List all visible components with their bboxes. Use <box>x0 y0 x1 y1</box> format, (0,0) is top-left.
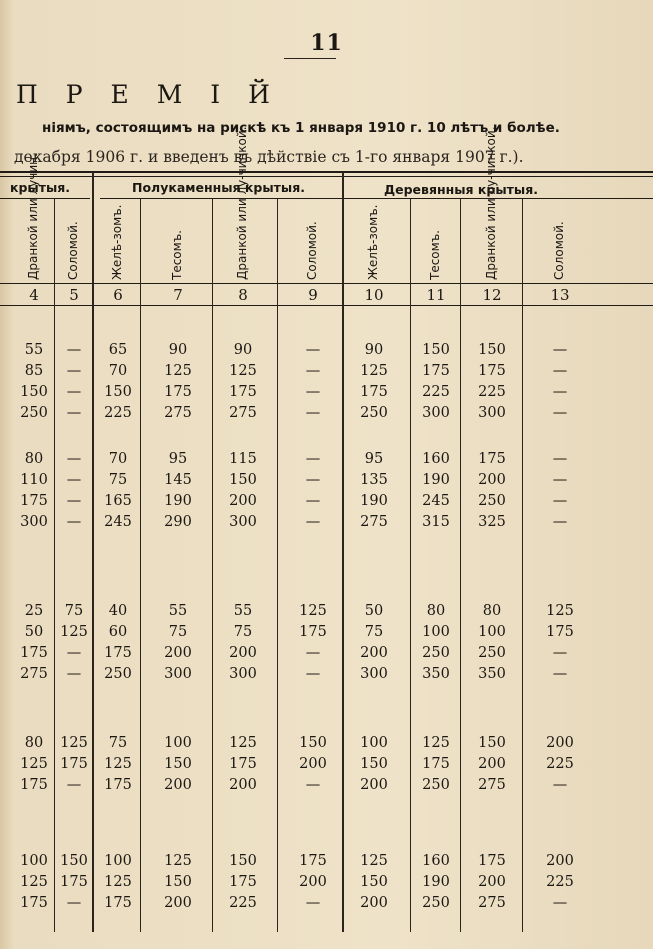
table-cell: 175 <box>20 777 48 793</box>
table-cell: — <box>305 472 321 488</box>
column-number: 4 <box>29 286 39 304</box>
table-cell: 60 <box>108 624 128 640</box>
column-header-c7: Тесомъ. <box>170 230 184 280</box>
table-cell: 300 <box>229 514 257 530</box>
table-cell: 110 <box>20 472 48 488</box>
column-header-c13: Соломой. <box>552 221 566 280</box>
table-cell: 165 <box>104 493 132 509</box>
table-cell: — <box>552 384 568 400</box>
column-header-rule <box>0 283 653 284</box>
table-cell: 160 <box>422 853 450 869</box>
table-cell: 275 <box>229 405 257 421</box>
table-cell: 300 <box>20 514 48 530</box>
table-cell: 225 <box>546 756 574 772</box>
column-number: 9 <box>308 286 318 304</box>
table-cell: 125 <box>164 363 192 379</box>
col-divider <box>140 199 141 932</box>
column-header-c12: Дранкой или лу-чинкой. <box>484 126 498 280</box>
table-cell: 80 <box>426 603 446 619</box>
table-cell: 40 <box>108 603 128 619</box>
table-cell: 200 <box>299 874 327 890</box>
table-cell: 150 <box>360 756 388 772</box>
table-cell: 275 <box>478 895 506 911</box>
column-number: 5 <box>69 286 79 304</box>
table-cell: 125 <box>229 735 257 751</box>
table-cell: 175 <box>164 384 192 400</box>
table-cell: 200 <box>164 777 192 793</box>
table-cell: 190 <box>422 472 450 488</box>
table-cell: 100 <box>104 853 132 869</box>
column-header-c9: Соломой. <box>305 221 319 280</box>
table-cell: 75 <box>233 624 253 640</box>
table-cell: 85 <box>24 363 44 379</box>
table-cell: 200 <box>164 895 192 911</box>
table-cell: 145 <box>164 472 192 488</box>
table-cell: 250 <box>478 493 506 509</box>
table-cell: 100 <box>360 735 388 751</box>
table-cell: 50 <box>364 603 384 619</box>
table-cell: 200 <box>360 895 388 911</box>
table-cell: 200 <box>546 853 574 869</box>
table-cell: 200 <box>546 735 574 751</box>
group-header-semi-stone: Полукаменныя крытыя. <box>132 180 305 195</box>
table-cell: 250 <box>104 666 132 682</box>
table-cell: 150 <box>299 735 327 751</box>
table-cell: 175 <box>229 384 257 400</box>
table-cell: 125 <box>60 735 88 751</box>
table-cell: 100 <box>478 624 506 640</box>
table-cell: 200 <box>360 645 388 661</box>
table-cell: 80 <box>24 735 44 751</box>
column-number: 11 <box>426 286 446 304</box>
table-cell: 75 <box>364 624 384 640</box>
table-cell: 90 <box>364 342 384 358</box>
table-cell: — <box>552 777 568 793</box>
column-header-c8: Дранкой или лу-чинкой. <box>235 126 249 280</box>
group-header-rule-left <box>0 198 90 199</box>
table-cell: — <box>552 363 568 379</box>
table-cell: 175 <box>546 624 574 640</box>
table-cell: 150 <box>60 853 88 869</box>
group-header-rule <box>100 198 653 199</box>
table-cell: 300 <box>229 666 257 682</box>
table-cell: — <box>552 645 568 661</box>
table-cell: 175 <box>478 363 506 379</box>
table-cell: 55 <box>24 342 44 358</box>
table-cell: 350 <box>478 666 506 682</box>
table-cell: 175 <box>104 645 132 661</box>
table-cell: 125 <box>164 853 192 869</box>
column-number: 12 <box>482 286 502 304</box>
table-cell: 225 <box>478 384 506 400</box>
table-cell: 65 <box>108 342 128 358</box>
table-cell: — <box>305 342 321 358</box>
table-cell: 300 <box>360 666 388 682</box>
table-cell: 100 <box>422 624 450 640</box>
column-number: 6 <box>113 286 123 304</box>
table-cell: 75 <box>108 472 128 488</box>
group-header-wooden: Деревянныя крытыя. <box>384 182 538 197</box>
subtitle-line-2: декабря 1906 г. и введенъ въ дѣйствіе съ 1-го января 1907 г.). <box>14 148 524 166</box>
table-cell: — <box>552 342 568 358</box>
table-cell: 325 <box>478 514 506 530</box>
table-cell: 175 <box>299 624 327 640</box>
col-divider <box>410 199 411 932</box>
table-cell: 25 <box>24 603 44 619</box>
col-divider <box>277 199 278 932</box>
col-divider <box>54 199 55 932</box>
table-cell: 275 <box>478 777 506 793</box>
col-divider <box>460 199 461 932</box>
group-header-left: крытыя. <box>10 180 71 195</box>
table-cell: 70 <box>108 451 128 467</box>
table-cell: 115 <box>229 451 257 467</box>
table-cell: — <box>66 895 82 911</box>
table-top-rule-thin <box>0 176 653 177</box>
table-cell: 125 <box>299 603 327 619</box>
table-cell: 250 <box>478 645 506 661</box>
table-cell: 225 <box>546 874 574 890</box>
column-header-c4: Дранкой или лучин. <box>26 153 40 280</box>
table-cell: — <box>66 777 82 793</box>
table-cell: 275 <box>164 405 192 421</box>
subtitle-line-1: ніямъ, состоящимъ на рискѣ къ 1 января 1910 г. 10 лѣтъ и болѣе. <box>42 120 560 136</box>
table-cell: 200 <box>229 645 257 661</box>
column-header-c5: Соломой. <box>66 221 80 280</box>
table-cell: 175 <box>20 895 48 911</box>
table-cell: — <box>552 514 568 530</box>
table-cell: 315 <box>422 514 450 530</box>
table-cell: — <box>552 472 568 488</box>
table-cell: 250 <box>360 405 388 421</box>
table-cell: 200 <box>478 472 506 488</box>
table-cell: 200 <box>299 756 327 772</box>
table-cell: 100 <box>20 853 48 869</box>
table-cell: 75 <box>168 624 188 640</box>
table-cell: 75 <box>108 735 128 751</box>
column-number: 7 <box>173 286 183 304</box>
table-cell: 150 <box>104 384 132 400</box>
table-cell: 150 <box>229 472 257 488</box>
table-cell: — <box>305 666 321 682</box>
table-cell: 125 <box>104 874 132 890</box>
table-cell: 150 <box>360 874 388 890</box>
table-cell: — <box>66 384 82 400</box>
table-cell: 200 <box>164 645 192 661</box>
table-cell: — <box>552 666 568 682</box>
table-cell: 125 <box>104 756 132 772</box>
table-cell: 70 <box>108 363 128 379</box>
table-cell: 75 <box>64 603 84 619</box>
table-cell: 175 <box>422 363 450 379</box>
table-cell: 90 <box>168 342 188 358</box>
table-cell: 95 <box>168 451 188 467</box>
table-cell: 125 <box>360 853 388 869</box>
table-cell: 55 <box>168 603 188 619</box>
column-header-c11: Тесомъ. <box>428 230 442 280</box>
table-top-rule <box>0 171 653 173</box>
table-cell: — <box>305 895 321 911</box>
table-cell: 150 <box>229 853 257 869</box>
table-cell: — <box>305 363 321 379</box>
table-cell: 100 <box>164 735 192 751</box>
table-cell: 175 <box>20 493 48 509</box>
table-cell: 175 <box>104 895 132 911</box>
table-cell: 245 <box>422 493 450 509</box>
table-cell: 125 <box>229 363 257 379</box>
table-cell: 175 <box>229 756 257 772</box>
table-cell: 150 <box>164 756 192 772</box>
table-cell: — <box>552 895 568 911</box>
table-cell: 95 <box>364 451 384 467</box>
table-cell: 150 <box>478 342 506 358</box>
col-divider <box>212 199 213 932</box>
table-cell: 80 <box>482 603 502 619</box>
table-cell: 175 <box>478 451 506 467</box>
table-cell: 125 <box>20 756 48 772</box>
table-cell: — <box>66 451 82 467</box>
table-cell: 200 <box>229 777 257 793</box>
table-cell: 175 <box>478 853 506 869</box>
table-cell: 175 <box>60 756 88 772</box>
table-cell: 175 <box>299 853 327 869</box>
table-cell: 150 <box>422 342 450 358</box>
table-cell: 90 <box>233 342 253 358</box>
table-cell: — <box>305 777 321 793</box>
table-cell: — <box>305 384 321 400</box>
table-cell: — <box>305 514 321 530</box>
table-cell: — <box>305 493 321 509</box>
table-cell: — <box>66 493 82 509</box>
col-divider <box>522 199 523 932</box>
column-number: 13 <box>550 286 570 304</box>
table-cell: 225 <box>229 895 257 911</box>
table-cell: 275 <box>20 666 48 682</box>
table-cell: 200 <box>478 874 506 890</box>
table-cell: — <box>66 405 82 421</box>
table-cell: 225 <box>422 384 450 400</box>
table-cell: 300 <box>478 405 506 421</box>
table-cell: 250 <box>422 895 450 911</box>
table-cell: 245 <box>104 514 132 530</box>
table-cell: 125 <box>422 735 450 751</box>
table-cell: 190 <box>360 493 388 509</box>
table-cell: 300 <box>164 666 192 682</box>
table-cell: 80 <box>24 451 44 467</box>
table-cell: 125 <box>20 874 48 890</box>
table-cell: 175 <box>229 874 257 890</box>
column-header-c10: Желѣ-зомъ. <box>366 204 380 280</box>
table-cell: — <box>552 405 568 421</box>
table-cell: 200 <box>229 493 257 509</box>
table-cell: 275 <box>360 514 388 530</box>
table-cell: 250 <box>20 405 48 421</box>
table-cell: 125 <box>360 363 388 379</box>
table-cell: 200 <box>478 756 506 772</box>
column-number: 8 <box>238 286 248 304</box>
column-header-c6: Желѣ-зомъ. <box>110 204 124 280</box>
table-cell: 190 <box>164 493 192 509</box>
column-number: 10 <box>364 286 384 304</box>
table-cell: — <box>305 645 321 661</box>
table-cell: 175 <box>422 756 450 772</box>
table-cell: 175 <box>104 777 132 793</box>
table-cell: 300 <box>422 405 450 421</box>
page-number: 11 <box>310 30 343 56</box>
table-cell: 175 <box>20 645 48 661</box>
table-cell: — <box>305 451 321 467</box>
table-cell: — <box>66 363 82 379</box>
table-cell: — <box>66 472 82 488</box>
table-cell: 190 <box>422 874 450 890</box>
table-cell: 175 <box>360 384 388 400</box>
table-cell: — <box>66 666 82 682</box>
table-cell: — <box>305 405 321 421</box>
table-cell: 150 <box>164 874 192 890</box>
table-cell: 125 <box>546 603 574 619</box>
table-cell: 250 <box>422 645 450 661</box>
page-title: П Р Е М І Й <box>16 80 280 109</box>
table-cell: 50 <box>24 624 44 640</box>
table-cell: 135 <box>360 472 388 488</box>
group-divider-right <box>342 172 344 932</box>
table-cell: 175 <box>60 874 88 890</box>
table-cell: 290 <box>164 514 192 530</box>
table-cell: 55 <box>233 603 253 619</box>
table-cell: — <box>552 451 568 467</box>
table-cell: — <box>552 493 568 509</box>
table-cell: 125 <box>60 624 88 640</box>
table-cell: — <box>66 342 82 358</box>
column-number-rule <box>0 305 653 306</box>
table-cell: 250 <box>422 777 450 793</box>
table-cell: 150 <box>20 384 48 400</box>
table-cell: 200 <box>360 777 388 793</box>
table-cell: 160 <box>422 451 450 467</box>
table-cell: 350 <box>422 666 450 682</box>
table-cell: — <box>66 645 82 661</box>
table-cell: 225 <box>104 405 132 421</box>
table-cell: — <box>66 514 82 530</box>
page-number-rule <box>284 58 336 59</box>
table-cell: 150 <box>478 735 506 751</box>
